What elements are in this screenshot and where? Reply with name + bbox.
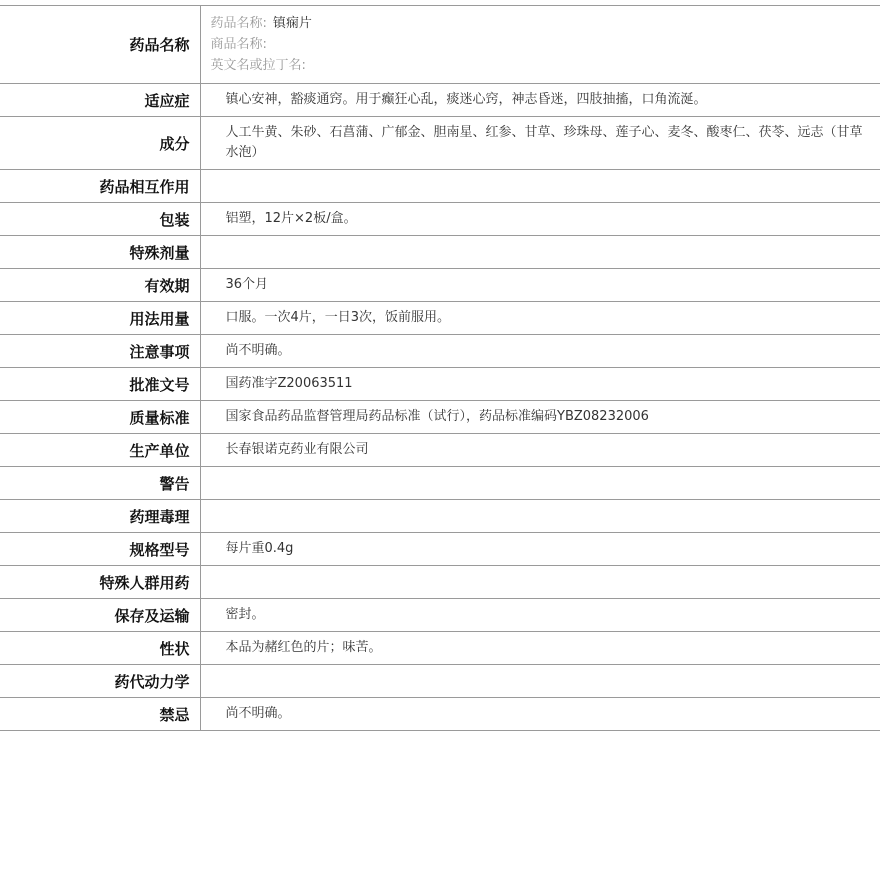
table-row xyxy=(0,533,880,566)
row-value: 尚不明确。 xyxy=(225,706,291,721)
row-label: 药代动力学 xyxy=(0,665,200,698)
row-value: 每片重0.4g xyxy=(225,541,294,556)
row-label: 批准文号 xyxy=(0,368,200,401)
drug-name-value: 镇痫片 xyxy=(272,16,312,31)
row-value xyxy=(200,500,880,533)
table-row xyxy=(0,368,880,401)
drug-name-prefix: 药品名称: xyxy=(210,16,267,31)
row-label: 用法用量 xyxy=(0,302,200,335)
row-value: 36个月 xyxy=(225,277,269,292)
table-row xyxy=(0,302,880,335)
row-label: 警告 xyxy=(0,467,200,500)
row-value xyxy=(200,665,880,698)
row-label: 禁忌 xyxy=(0,698,200,731)
row-value: 铝塑，12片×2板/盒。 xyxy=(225,211,357,226)
row-label: 药品名称 xyxy=(0,6,200,84)
row-label: 药理毒理 xyxy=(0,500,200,533)
row-label: 成分 xyxy=(0,117,200,170)
table-row xyxy=(0,665,880,698)
row-value: 口服。一次4片，一日3次，饭前服用。 xyxy=(225,310,451,325)
table-row xyxy=(0,698,880,731)
row-label: 特殊剂量 xyxy=(0,236,200,269)
row-value: 人工牛黄、朱砂、石菖蒲、广郁金、胆南星、红参、甘草、珍珠母、莲子心、麦冬、酸枣仁、茯苓、远志（甘草水泡） xyxy=(225,125,863,160)
row-label: 药品相互作用 xyxy=(0,170,200,203)
row-label: 生产单位 xyxy=(0,434,200,467)
drug-name-row xyxy=(0,6,880,84)
row-value xyxy=(200,236,880,269)
row-label: 注意事项 xyxy=(0,335,200,368)
table-row xyxy=(0,335,880,368)
table-row xyxy=(0,236,880,269)
row-value: 本品为赭红色的片；味苦。 xyxy=(225,640,382,655)
table-row xyxy=(0,599,880,632)
row-label: 性状 xyxy=(0,632,200,665)
row-value: 长春银诺克药业有限公司 xyxy=(225,442,369,457)
row-value: 国药准字Z20063511 xyxy=(225,376,353,391)
row-value: 密封。 xyxy=(225,607,265,622)
drug-name-cell xyxy=(200,6,880,84)
table-row xyxy=(0,170,880,203)
row-value: 尚不明确。 xyxy=(225,343,291,358)
row-label: 有效期 xyxy=(0,269,200,302)
table-row xyxy=(0,84,880,117)
table-row xyxy=(0,269,880,302)
row-label: 规格型号 xyxy=(0,533,200,566)
table-row xyxy=(0,203,880,236)
row-label: 适应症 xyxy=(0,84,200,117)
row-value xyxy=(200,170,880,203)
table-row xyxy=(0,500,880,533)
drug-info-table xyxy=(0,5,880,731)
row-value: 镇心安神，豁痰通窍。用于癫狂心乱，痰迷心窍，神志昏迷，四肢抽搐，口角流涎。 xyxy=(225,92,707,107)
row-label: 保存及运输 xyxy=(0,599,200,632)
table-row xyxy=(0,632,880,665)
trade-name-line: 商品名称: xyxy=(210,37,267,52)
drug-name-line xyxy=(211,13,871,34)
table-row xyxy=(0,566,880,599)
row-label: 包装 xyxy=(0,203,200,236)
table-row xyxy=(0,117,880,170)
row-label: 质量标准 xyxy=(0,401,200,434)
row-value: 国家食品药品监督管理局药品标准（试行），药品标准编码YBZ08232006 xyxy=(225,409,649,424)
row-value xyxy=(200,467,880,500)
table-row xyxy=(0,401,880,434)
english-name-line: 英文名或拉丁名: xyxy=(210,58,306,73)
table-row xyxy=(0,467,880,500)
row-value xyxy=(200,566,880,599)
table-row xyxy=(0,434,880,467)
row-label: 特殊人群用药 xyxy=(0,566,200,599)
